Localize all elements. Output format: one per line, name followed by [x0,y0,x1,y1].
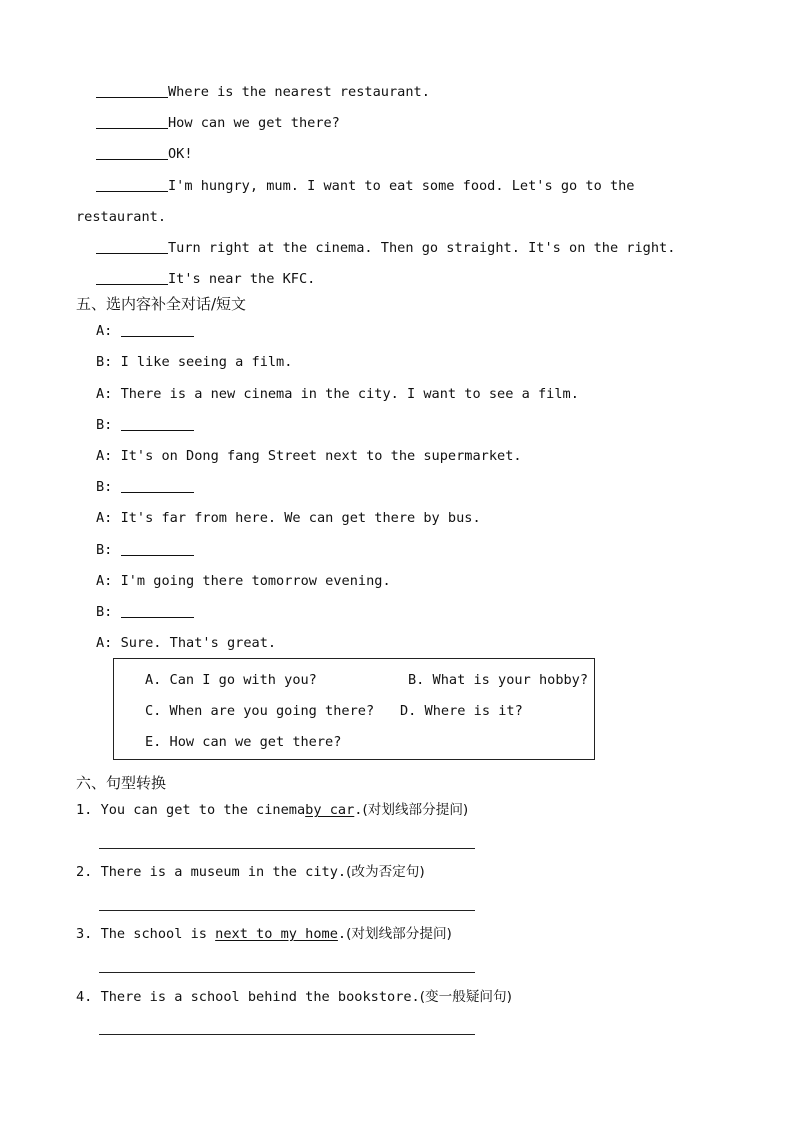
answer-blank[interactable] [121,603,194,618]
dialogue-line: A: I'm going there tomorrow evening. [96,573,391,589]
answer-blank[interactable] [121,416,194,431]
option-c: C. When are you going there? [145,703,375,719]
option-e: E. How can we get there? [145,734,342,750]
answer-line-3[interactable] [99,972,475,973]
answer-line-2[interactable] [99,910,475,911]
answer-blank[interactable] [96,177,168,192]
ordering-line-3: OK! [96,145,193,163]
section-6-heading: 六、句型转换 [76,774,167,792]
option-b: B. What is your hobby? [408,672,589,688]
answer-line-4[interactable] [99,1034,475,1035]
ordering-line-2: How can we get there? [96,114,340,132]
dialogue-line: B: [96,541,194,559]
ordering-line-4: I'm hungry, mum. I want to eat some food. Let's go to the [96,177,635,195]
section-5-heading: 五、选内容补全对话/短文 [76,295,247,313]
answer-blank[interactable] [96,239,168,254]
underlined-phrase: next to my home [215,926,338,942]
dialogue-line: A: Sure. That's great. [96,635,277,651]
ordering-line-1: Where is the nearest restaurant. [96,83,430,101]
dialogue-line: A: There is a new cinema in the city. I want to see a film. [96,386,579,402]
ordering-line-5: Turn right at the cinema. Then go straight. It's on the right. [96,239,675,257]
dialogue-line: B: [96,603,194,621]
dialogue-line: B: I like seeing a film. [96,354,293,370]
answer-blank[interactable] [96,145,168,160]
answer-line-1[interactable] [99,848,475,849]
option-d: D. Where is it? [400,703,523,719]
answer-blank[interactable] [121,322,194,337]
transform-item-1: 1. You can get to the cinemaby car.(对划线部分提问) [76,802,469,818]
answer-blank[interactable] [121,478,194,493]
dialogue-line: B: [96,478,194,496]
answer-blank[interactable] [96,114,168,129]
answer-blank[interactable] [121,541,194,556]
dialogue-line: A: [96,322,194,340]
underlined-phrase: by car [305,802,355,818]
option-a: A. Can I go with you? [145,672,317,688]
transform-item-3: 3. The school is next to my home.(对划线部分提问) [76,926,452,942]
transform-item-2: 2. There is a museum in the city.(改为否定句) [76,864,425,880]
transform-item-4: 4. There is a school behind the bookstore.(变一般疑问句) [76,989,512,1005]
dialogue-line: A: It's on Dong fang Street next to the supermarket. [96,448,522,464]
answer-blank[interactable] [96,270,168,285]
dialogue-line: A: It's far from here. We can get there by bus. [96,510,481,526]
dialogue-line: B: [96,416,194,434]
ordering-line-6: It's near the KFC. [96,270,315,288]
ordering-line-4-wrap: restaurant. [76,209,167,225]
answer-blank[interactable] [96,83,168,98]
